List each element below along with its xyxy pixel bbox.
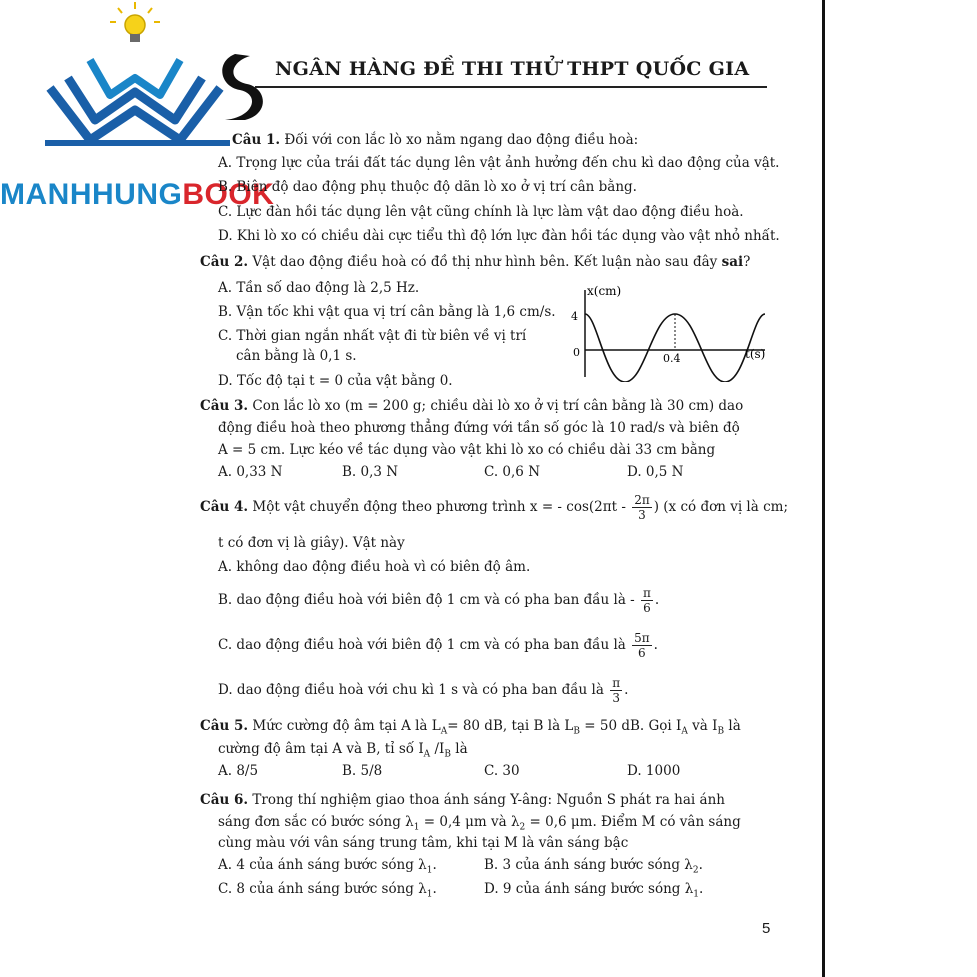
page-edge-rule: [822, 0, 825, 977]
q5-option-c: C. 30: [484, 763, 520, 779]
q3-line3: A = 5 cm. Lực kéo về tác dụng vào vật khi lò xo có chiều dài 33 cm bằng: [218, 442, 716, 458]
q4-b-end: .: [654, 592, 660, 608]
q4-d-den: 3: [612, 691, 620, 705]
q6-a-sub: 1: [426, 865, 433, 876]
q5-line1-c: = 50 dB. Gọi I: [580, 718, 682, 734]
q4-option-d-fraction: [610, 676, 622, 705]
q2-label: Câu 2.: [200, 254, 249, 270]
q1-option-a: A. Trọng lực của trái đất tác dụng lên vật ảnh hưởng đến chu kì dao động của vật.: [218, 155, 780, 171]
q2-stem-text: Vật dao động điều hoà có đồ thị như hình bên. Kết luận nào sau đây: [252, 254, 718, 270]
q4-c-num: 5π: [634, 631, 650, 645]
q2-option-b: B. Vận tốc khi vật qua vị trí cân bằng là 1,6 cm/s.: [218, 304, 556, 320]
q2-stem: [200, 252, 750, 272]
graph-x-tick: 0.4: [663, 352, 681, 365]
q5-line1-a: Mức cường độ âm tại A là L: [252, 718, 441, 734]
q6-sub-1: 1: [413, 822, 420, 833]
q6-b-sub: 2: [692, 865, 699, 876]
q6-d-text: D. 9 của ánh sáng bước sóng λ: [484, 881, 694, 897]
q5-sub-la: A: [440, 726, 448, 737]
q4-fraction-den: 3: [638, 508, 646, 522]
q2-stem-end: ?: [743, 254, 751, 270]
q1-option-c: C. Lực đàn hồi tác dụng lên vật cũng chính là lực làm vật dao động điều hoà.: [218, 204, 744, 220]
q4-c-den: 6: [638, 646, 646, 660]
q6-b-text: B. 3 của ánh sáng bước sóng λ: [484, 857, 693, 873]
q5-option-b: B. 5/8: [342, 763, 383, 779]
q6-d-sub: 1: [693, 889, 700, 900]
q6-label: Câu 6.: [200, 792, 249, 808]
q3-option-a: A. 0,33 N: [218, 464, 283, 480]
q6-line2-b: = 0,4 μm và λ: [419, 814, 520, 830]
q4-line2: t có đơn vị là giây). Vật này: [218, 535, 405, 551]
q1-stem: [232, 130, 638, 150]
q4-b-den: 6: [643, 601, 651, 615]
page-header-title: NGÂN HÀNG ĐỀ THI THỬ THPT QUỐC GIA: [275, 58, 750, 80]
q4-b-num: π: [643, 586, 651, 600]
q5-line1-b: = 80 dB, tại B là L: [447, 718, 574, 734]
graph-y-label: x(cm): [587, 284, 622, 298]
q6-line2-c: = 0,6 μm. Điểm M có vân sáng: [525, 814, 741, 830]
q5-option-d: D. 1000: [627, 763, 681, 779]
q4-option-b-text: B. dao động điều hoà với biên độ 1 cm và có pha ban đầu là -: [218, 592, 635, 608]
q2-oscillation-graph: [565, 282, 790, 382]
q4-option-b-fraction: [641, 586, 653, 615]
q4-line1: [200, 492, 788, 522]
q5-sub-ib: B: [717, 726, 725, 737]
q6-line1: [200, 790, 725, 810]
q5-line2-b: /I: [430, 741, 445, 757]
q5-line1: [200, 716, 741, 742]
q5-line2-c: là: [450, 741, 468, 757]
q4-option-c-fraction: [632, 631, 652, 660]
q3-line1-text: Con lắc lò xo (m = 200 g; chiều dài lò xo ở vị trí cân bằng là 30 cm) dao: [252, 398, 744, 414]
q6-line3: cùng màu với vân sáng trung tâm, khi tại M là vân sáng bậc: [218, 835, 629, 851]
q4-option-d: [218, 675, 628, 705]
q3-line2: động điều hoà theo phương thẳng đứng với tần số góc là 10 rad/s và biên độ: [218, 420, 740, 436]
q4-option-d-text: D. dao động điều hoà với chu kì 1 s và có pha ban đầu là: [218, 682, 604, 698]
q5-sub-ia: A: [681, 726, 688, 737]
q1-stem-text: Đối với con lắc lò xo nằm ngang dao động điều hoà:: [284, 132, 639, 148]
q3-option-b: B. 0,3 N: [342, 464, 399, 480]
page-number: 5: [762, 920, 771, 937]
q4-fraction-num: 2π: [634, 493, 650, 507]
q3-line1: [200, 396, 743, 416]
q3-label: Câu 3.: [200, 398, 249, 414]
q6-option-d: [484, 881, 703, 900]
q4-line1-text: Một vật chuyển động theo phương trình x = - cos(2πt -: [252, 499, 626, 515]
q4-option-a: A. không dao động điều hoà vì có biên độ âm.: [218, 559, 531, 575]
q4-option-c-text: C. dao động điều hoà với biên độ 1 cm và có pha ban đầu là: [218, 637, 626, 653]
q6-a-text: A. 4 của ánh sáng bước sóng λ: [218, 857, 427, 873]
q5-line2: [218, 739, 468, 765]
q6-option-c: [218, 881, 437, 900]
q5-line1-d: và I: [687, 718, 718, 734]
q6-a-end: .: [432, 857, 437, 873]
q2-stem-bold: sai: [721, 254, 744, 270]
q4-d-end: .: [624, 682, 629, 698]
q6-option-a: [218, 857, 437, 876]
q6-d-end: .: [699, 881, 704, 897]
q2-option-c-line2: cân bằng là 0,1 s.: [236, 348, 357, 364]
q6-c-end: .: [432, 881, 437, 897]
q5-sub-ib2: B: [444, 749, 451, 760]
q6-sub-2: 2: [519, 822, 526, 833]
q6-option-b: [484, 857, 703, 876]
graph-origin: 0: [573, 346, 580, 359]
q4-option-b: [218, 585, 659, 615]
q4-label: Câu 4.: [200, 499, 249, 515]
q1-label: Câu 1.: [232, 132, 281, 148]
q5-option-a: A. 8/5: [218, 763, 259, 779]
q4-fraction: [632, 493, 652, 522]
header-rule: [255, 86, 767, 88]
graph-x-label: t(s): [745, 347, 766, 361]
q4-line1-end: ) (x có đơn vị là cm;: [653, 499, 789, 515]
q6-b-end: .: [698, 857, 703, 873]
q4-c-end: .: [653, 637, 658, 653]
q6-line2-a: sáng đơn sắc có bước sóng λ: [218, 814, 414, 830]
brand-name-part1: MANHHUNG: [0, 178, 183, 211]
q6-line1-text: Trong thí nghiệm giao thoa ánh sáng Y-âng: Nguồn S phát ra hai ánh: [252, 792, 725, 808]
q6-c-sub: 1: [426, 889, 433, 900]
q2-option-c-line1: C. Thời gian ngắn nhất vật đi từ biên về vị trí: [218, 328, 527, 344]
q3-option-d: D. 0,5 N: [627, 464, 684, 480]
q2-option-a: A. Tần số dao động là 2,5 Hz.: [218, 280, 420, 296]
graph-y-tick: 4: [571, 310, 578, 323]
q6-c-text: C. 8 của ánh sáng bước sóng λ: [218, 881, 427, 897]
q5-line2-a: cường độ âm tại A và B, tỉ số I: [218, 741, 424, 757]
brand-name-part2: BOOK: [182, 178, 275, 211]
q2-option-d: D. Tốc độ tại t = 0 của vật bằng 0.: [218, 373, 453, 389]
q4-d-num: π: [612, 676, 621, 690]
q5-sub-lb: B: [573, 726, 580, 737]
q1-option-d: D. Khi lò xo có chiều dài cực tiểu thì độ lớn lực đàn hồi tác dụng vào vật nhỏ nhất.: [218, 228, 780, 244]
q5-sub-ia2: A: [423, 749, 431, 760]
q1-option-b: B. Biên độ dao động phụ thuộc độ dãn lò xo ở vị trí cân bằng.: [218, 179, 637, 195]
q4-option-c: [218, 630, 658, 660]
q5-label: Câu 5.: [200, 718, 249, 734]
q5-line1-e: là: [724, 718, 741, 734]
q3-option-c: C. 0,6 N: [484, 464, 541, 480]
